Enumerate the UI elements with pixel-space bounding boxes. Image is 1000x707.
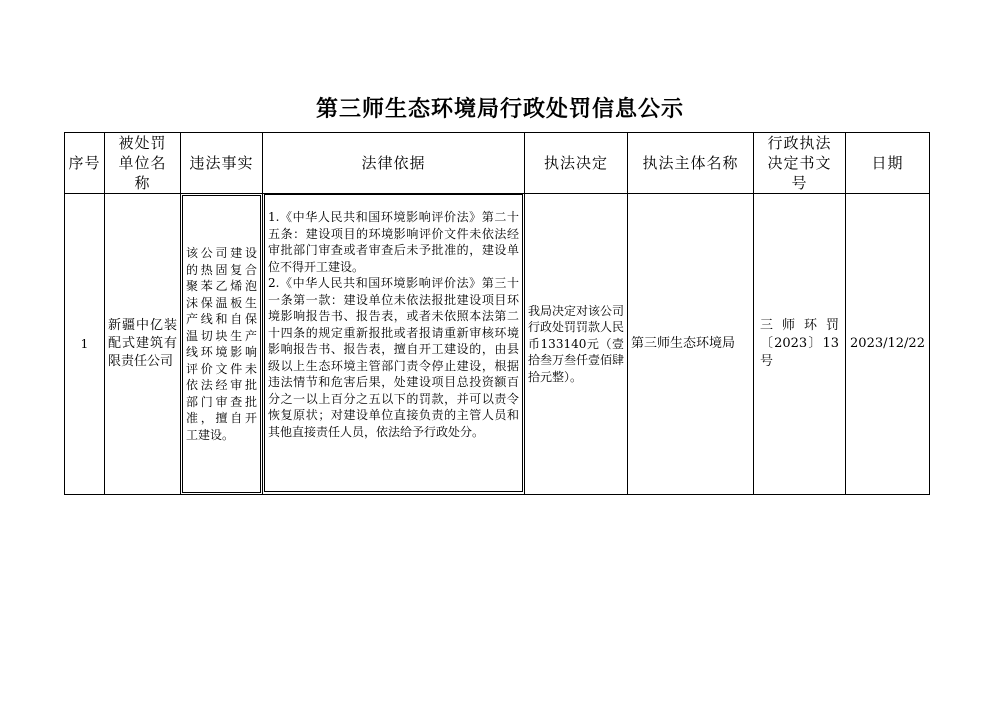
table-row [65, 194, 930, 495]
header-date: 日期 [846, 133, 930, 194]
page-title: 第三师生态环境局行政处罚信息公示 [315, 96, 684, 122]
cell-party: 新疆中亿装配式建筑有限责任公司 [105, 194, 181, 495]
header-decision: 执法决定 [525, 133, 628, 194]
legal-basis-item-1: 1.《中华人民共和国环境影响评价法》第二十五条：建设项目的环境影响评价文件未依法经审批部门审查或者审查后未予批准的，建设单位不得开工建设。 [268, 210, 519, 274]
violation-box [182, 195, 261, 493]
header-doc-no: 行政执法决定书文号 [754, 133, 846, 194]
penalty-table [64, 132, 930, 495]
legal-basis-item-2: 2.《中华人民共和国环境影响评价法》第三十一条第一款：建设单位未依法报批建设项目环境影响报告书、报告表，或者未依照本法第二十四条的规定重新报批或者报请重新审核环境影响报告书、报告表，擅自开工建设的，由县级以上生态环境主管部门责令停止建设，根据违法情节和危害后果，处建设项目总投资额百分之一以上百分之五以下的罚款，并可以责令恢复原状；对建设单位直接负责的主管人员和其他直接责任人员，依法给予行政处分。 [268, 276, 519, 439]
cell-date: 2023/12/22 [846, 194, 930, 495]
header-row [65, 133, 930, 194]
cell-violation [181, 194, 263, 495]
cell-doc-no: 三师环罚〔2023〕13号 [754, 194, 846, 495]
legal-basis-box [264, 194, 523, 492]
header-violation: 违法事实 [181, 133, 263, 194]
header-serial: 序号 [65, 133, 105, 194]
cell-authority: 第三师生态环境局 [628, 194, 754, 495]
header-legal-basis: 法律依据 [263, 133, 525, 194]
header-party: 被处罚单位名称 [105, 133, 181, 194]
cell-decision: 我局决定对该公司行政处罚罚款人民币133140元（壹拾叁万叁仟壹佰肆拾元整）。 [525, 194, 628, 495]
cell-serial: 1 [65, 194, 105, 495]
header-authority: 执法主体名称 [628, 133, 754, 194]
violation-text: 该公司建设的热固复合聚苯乙烯泡沫保温板生产线和自保温切块生产线环境影响评价文件未依法经审批部门审查批准，擅自开工建设。 [186, 246, 257, 442]
cell-legal-basis [263, 194, 525, 495]
